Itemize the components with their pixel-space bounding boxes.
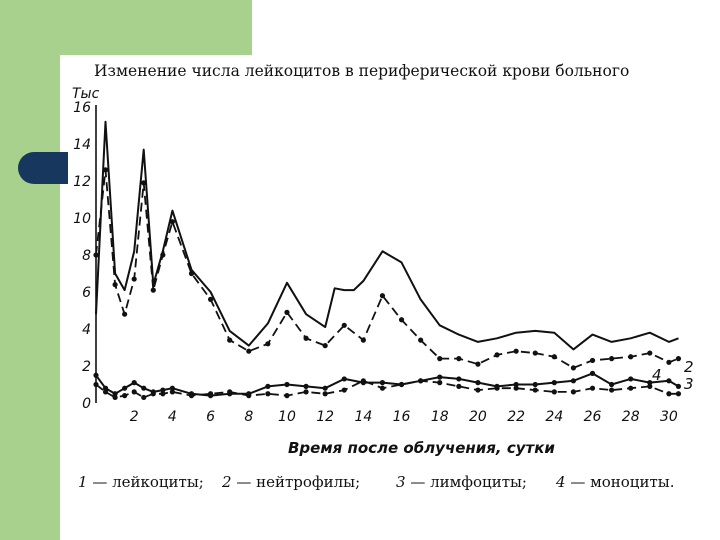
series-4-point <box>342 387 347 392</box>
legend-number: 2 <box>222 473 232 491</box>
x-tick-label: 10 <box>278 409 296 425</box>
series-4-point <box>361 378 366 383</box>
legend-entry-2 <box>221 473 360 491</box>
series-line-2 <box>96 170 679 368</box>
series-3-point <box>122 386 127 391</box>
series-3-point <box>141 386 146 391</box>
series-4-point <box>418 378 423 383</box>
series-3-point <box>132 380 137 385</box>
series-3-point <box>533 382 538 387</box>
series-2-point <box>208 297 213 302</box>
series-4-point <box>437 380 442 385</box>
x-tick-label: 26 <box>583 409 602 425</box>
series-label-4: 4 <box>652 366 662 384</box>
series-2-point <box>151 288 156 293</box>
series-4-point <box>514 386 519 391</box>
series-3-point <box>609 382 614 387</box>
y-tick-label: 10 <box>73 211 91 227</box>
x-tick-label: 18 <box>430 409 449 425</box>
series-4-point <box>323 391 328 396</box>
y-tick-label: 8 <box>82 248 91 264</box>
series-4-point <box>303 389 308 394</box>
legend-entry-3 <box>396 473 527 491</box>
series-line-1 <box>96 122 679 350</box>
series-4-point <box>103 389 108 394</box>
series-2-point <box>590 358 595 363</box>
series-2-point <box>284 310 289 315</box>
series-4-point <box>170 389 175 394</box>
series-4-point <box>628 386 633 391</box>
legend-number: 4 <box>556 473 566 491</box>
series-2-point <box>93 252 98 257</box>
series-3-point <box>571 378 576 383</box>
series-3-point <box>666 378 671 383</box>
series-4-point <box>380 386 385 391</box>
series-4-point <box>494 386 499 391</box>
series-3-point <box>628 376 633 381</box>
series-2-point <box>246 349 251 354</box>
series-3-point <box>342 376 347 381</box>
series-group <box>93 122 681 400</box>
series-2-point <box>160 252 165 257</box>
series-3-point <box>93 373 98 378</box>
series-3-point <box>437 375 442 380</box>
x-tick-label: 14 <box>354 409 373 425</box>
series-4-point <box>571 389 576 394</box>
series-2-point <box>342 323 347 328</box>
series-4-point <box>112 395 117 400</box>
series-3-point <box>380 380 385 385</box>
series-3-point <box>552 380 557 385</box>
series-4-point <box>227 389 232 394</box>
series-2-point <box>666 360 671 365</box>
y-tick-label: 6 <box>82 285 91 301</box>
series-4-point <box>533 387 538 392</box>
x-tick-label: 22 <box>507 409 526 425</box>
series-2-point <box>399 317 404 322</box>
series-2-point <box>628 354 633 359</box>
series-2-point <box>112 282 117 287</box>
series-2-point <box>227 338 232 343</box>
series-3-point <box>284 382 289 387</box>
x-tick-label: 6 <box>206 409 216 425</box>
series-2-point <box>103 167 108 172</box>
x-tick-label: 2 <box>129 409 139 425</box>
series-2-point <box>456 356 461 361</box>
x-tick-label: 28 <box>621 409 640 425</box>
series-2-point <box>170 219 175 224</box>
y-axis-unit-label: Тыс <box>72 86 100 102</box>
series-2-point <box>437 356 442 361</box>
series-3-point <box>676 384 681 389</box>
series-3-point <box>475 380 480 385</box>
legend-entry-1 <box>78 473 204 491</box>
y-tick-label: 0 <box>82 396 91 412</box>
x-tick-label: 8 <box>244 409 254 425</box>
series-2-point <box>132 276 137 281</box>
y-tick-group <box>73 100 91 412</box>
series-2-point <box>189 271 194 276</box>
legend <box>78 473 674 491</box>
legend-number: 3 <box>396 473 406 491</box>
series-2-point <box>647 350 652 355</box>
legend-text: — лейкоциты; <box>87 473 204 491</box>
series-2-point <box>494 352 499 357</box>
legend-text: — лимфоциты; <box>405 473 527 491</box>
y-tick-label: 16 <box>73 100 91 116</box>
series-4-point <box>246 393 251 398</box>
series-2-point <box>418 338 423 343</box>
series-4-point <box>609 387 614 392</box>
series-4-point <box>208 391 213 396</box>
series-label-2: 2 <box>684 358 694 376</box>
y-tick-label: 4 <box>82 322 91 338</box>
series-4-point <box>475 387 480 392</box>
series-4-point <box>132 389 137 394</box>
legend-text: — моноциты. <box>565 473 675 491</box>
x-tick-label: 16 <box>392 409 411 425</box>
x-tick-label: 30 <box>659 409 678 425</box>
series-4-point <box>647 384 652 389</box>
series-4-point <box>590 386 595 391</box>
x-tick-label: 24 <box>545 409 564 425</box>
y-tick-label: 2 <box>82 359 91 375</box>
series-3-point <box>590 371 595 376</box>
series-2-point <box>533 350 538 355</box>
series-2-point <box>303 336 308 341</box>
x-tick-label: 4 <box>167 409 177 425</box>
series-4-point <box>160 391 165 396</box>
series-2-point <box>141 180 146 185</box>
series-2-point <box>475 362 480 367</box>
series-2-point <box>323 343 328 348</box>
series-4-point <box>552 389 557 394</box>
x-tick-label: 20 <box>469 409 487 425</box>
series-4-point <box>666 391 671 396</box>
series-4-point <box>93 382 98 387</box>
series-3-point <box>303 384 308 389</box>
series-2-point <box>552 354 557 359</box>
legend-entry-4 <box>555 473 674 491</box>
series-2-point <box>122 312 127 317</box>
series-2-point <box>361 338 366 343</box>
x-tick-group <box>130 409 678 425</box>
chart-title: Изменение числа лейкоцитов в периферической крови больного <box>94 62 630 80</box>
series-line-3 <box>96 373 679 395</box>
series-4-point <box>189 393 194 398</box>
series-2-point <box>676 356 681 361</box>
series-4-point <box>456 384 461 389</box>
series-4-point <box>141 395 146 400</box>
series-2-point <box>571 365 576 370</box>
y-tick-label: 14 <box>73 137 91 153</box>
series-4-point <box>265 391 270 396</box>
series-2-point <box>265 341 270 346</box>
y-tick-label: 12 <box>73 174 91 190</box>
x-tick-label: 12 <box>316 409 335 425</box>
series-4-point <box>151 391 156 396</box>
series-4-point <box>399 382 404 387</box>
legend-number: 1 <box>78 473 88 491</box>
series-3-point <box>456 376 461 381</box>
series-4-point <box>122 393 127 398</box>
series-2-point <box>380 293 385 298</box>
series-2-point <box>514 349 519 354</box>
series-label-3: 3 <box>684 375 694 393</box>
series-3-point <box>323 386 328 391</box>
series-4-point <box>284 393 289 398</box>
series-2-point <box>609 356 614 361</box>
series-4-point <box>676 391 681 396</box>
legend-text: — нейтрофилы; <box>231 473 361 491</box>
series-3-point <box>265 384 270 389</box>
x-axis-label: Время после облучения, сутки <box>288 439 555 457</box>
